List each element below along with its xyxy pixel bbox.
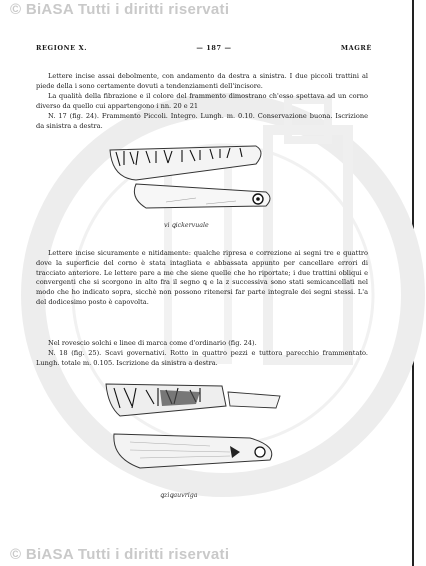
running-header xyxy=(36,44,372,52)
figure-25-horn-fragments xyxy=(100,376,290,486)
paragraph-6: N. 18 (fig. 25). Scavi governativi. Rotto in quattro pezzi e tuttora parecchio frammentato. Lungh. totale m. 0.105. Iscrizione da sinistra a destra. xyxy=(36,349,368,367)
document-page xyxy=(36,44,408,544)
paragraph-1: Lettere incise assai debolmente, con andamento da destra a sinistra. I due piccoli trattini al piede della i sono certamente dovuti a tendenziamenti dell'incisore. xyxy=(36,72,368,90)
paragraph-3: N. 17 (fig. 24). Frammento Piccoli. Integro. Lungh. m. 0.10. Conservazione buona. Iscrizione da sinistra a destra. xyxy=(36,112,368,130)
paragraph-4: Lettere incise sicuramente e nitidamente: qualche ripresa e correzione ai segni tre e quattro dove la superficie del corno è stata intagliata e abbassata appunto per cancellare errori di tracciato anteriore. Le lettere pare a me che siene quelle che ho riportate; i due trattini obliqui e convergenti che si scorgono in alto fra il segno ꝗ e la z successiva sono stati semicancellati nel modo che ho indicato sopra, sicchè non possono ritenersi far parte integrale dei segni stessi. L'a del dodicesimo posto è capovolta. xyxy=(36,249,368,306)
paragraph-2: La qualità della fibrazione e il colore del frammento dimostrano ch'esso spettava ad un corno diverso da quello cui appartengono i nn. 20 e 21 xyxy=(36,92,368,110)
copyright-watermark-top: © BiASA Tutti i diritti riservati xyxy=(10,1,230,18)
header-page-number: — 187 — xyxy=(196,44,232,52)
figure-24-horn-fragment xyxy=(106,142,276,222)
header-left: REGIONE X. xyxy=(36,44,88,52)
figure-25-caption: ꝗziꝗauvriga xyxy=(160,492,198,499)
header-right: MAGRÈ xyxy=(340,44,372,52)
paragraph-5: Nel rovescio solchi e linee di marca come d'ordinario (fig. 24). xyxy=(48,339,257,347)
figure-24-caption: vi ꝗickervuale xyxy=(164,222,209,229)
copyright-watermark-bottom: © BiASA Tutti i diritti riservati xyxy=(10,546,230,563)
